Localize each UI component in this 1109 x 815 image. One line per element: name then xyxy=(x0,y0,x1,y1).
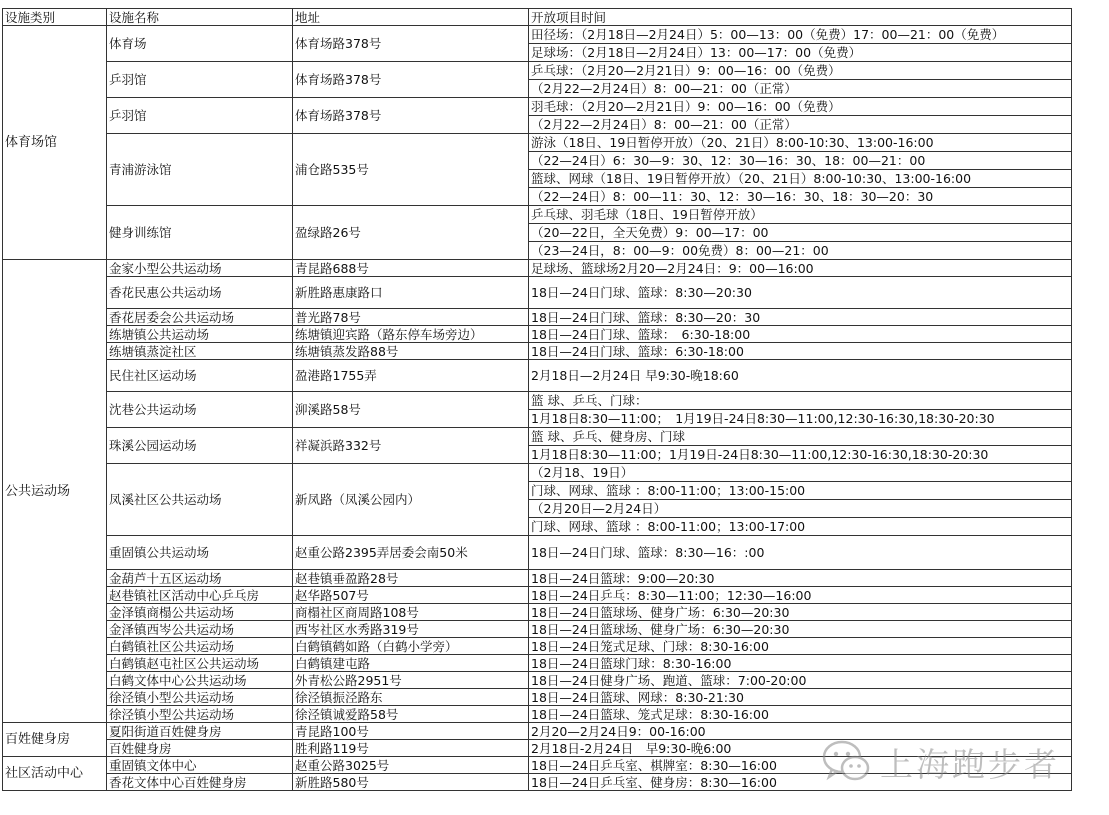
address-cell: 练塘镇蒸发路88号 xyxy=(293,343,529,360)
category-cell: 百姓健身房 xyxy=(3,723,107,757)
open-time-cell: 乒乓球、羽毛球（18日、19日暂停开放） xyxy=(529,206,1072,224)
wechat-icon xyxy=(822,739,872,785)
open-time-cell: （20—22日，全天免费）9：00—17：00 xyxy=(529,224,1072,242)
facility-name-cell: 沈巷公共运动场 xyxy=(107,392,293,428)
facility-name-cell: 百姓健身房 xyxy=(107,740,293,757)
facility-name-cell: 青浦游泳馆 xyxy=(107,134,293,206)
address-cell: 祥凝浜路332号 xyxy=(293,428,529,464)
category-cell: 社区活动中心 xyxy=(3,757,107,791)
open-time-cell: （2月20日—2月24日） xyxy=(529,500,1072,518)
open-time-cell: 18日—24日笼式足球、门球：8:30-16:00 xyxy=(529,638,1072,655)
table-row xyxy=(3,26,1072,44)
open-time-cell: （22—24日）6：30—9：30、12：30—16：30、18：00—21：00 xyxy=(529,152,1072,170)
open-time-cell: 18日—24日乒乓室、健身房：8:30—16:00 xyxy=(529,774,1072,791)
open-time-cell: 2月18日—2月24日 早9:30-晚18:60 xyxy=(529,360,1072,392)
table-row xyxy=(3,392,1072,410)
open-time-cell: 18日—24日篮球门球：8:30-16:00 xyxy=(529,655,1072,672)
facility-name-cell: 徐泾镇小型公共运动场 xyxy=(107,689,293,706)
header-times: 开放项目时间 xyxy=(529,9,1072,26)
open-time-cell: 18日—24日乒乓室、棋牌室：8:30—16:00 xyxy=(529,757,1072,774)
open-time-cell: 2月18日-2月24日 早9:30-晚6:00 xyxy=(529,740,1072,757)
facility-name-cell: 练塘镇蒸淀社区 xyxy=(107,343,293,360)
address-cell: 体育场路378号 xyxy=(293,62,529,98)
facility-name-cell: 凤溪社区公共运动场 xyxy=(107,464,293,536)
address-cell: 普光路78号 xyxy=(293,309,529,326)
open-time-cell: 羽毛球：（2月20—2月21日）9：00—16：00（免费） xyxy=(529,98,1072,116)
address-cell: 青昆路688号 xyxy=(293,260,529,277)
header-name: 设施名称 xyxy=(107,9,293,26)
address-cell: 盈绿路26号 xyxy=(293,206,529,260)
address-cell: 西岑社区水秀路319号 xyxy=(293,621,529,638)
table-row xyxy=(3,260,1072,277)
open-time-cell: 18日—24日门球、篮球： 6:30-18:00 xyxy=(529,326,1072,343)
table-row xyxy=(3,309,1072,326)
facility-name-cell: 夏阳街道百姓健身房 xyxy=(107,723,293,740)
watermark xyxy=(822,732,1092,792)
open-time-cell: 18日—24日门球、篮球：8:30—20:30 xyxy=(529,277,1072,309)
address-cell: 外青松公路2951号 xyxy=(293,672,529,689)
open-time-cell: 18日—24日篮球场、健身广场：6:30—20:30 xyxy=(529,621,1072,638)
facility-name-cell: 金泽镇西岑公共运动场 xyxy=(107,621,293,638)
facility-name-cell: 体育场 xyxy=(107,26,293,62)
address-cell: 胜利路119号 xyxy=(293,740,529,757)
open-time-cell: 篮球、网球（18日、19日暂停开放）（20、21日）8:00-10:30、13:00-16:00 xyxy=(529,170,1072,188)
facility-name-cell: 香花文体中心百姓健身房 xyxy=(107,774,293,791)
address-cell: 商榻社区商周路108号 xyxy=(293,604,529,621)
open-time-cell: 1月18日8:30—11:00； 1月19日-24日8:30—11:00,12:30-16:30,18:30-20:30 xyxy=(529,410,1072,428)
open-time-cell: 田径场：（2月18日—2月24日）5：00—13：00（免费）17：00—21：00（免费） xyxy=(529,26,1072,44)
facility-name-cell: 健身训练馆 xyxy=(107,206,293,260)
address-cell: 新凤路（凤溪公园内） xyxy=(293,464,529,536)
facility-name-cell: 乒羽馆 xyxy=(107,98,293,134)
open-time-cell: 18日—24日乒乓：8:30—11:00；12:30—16:00 xyxy=(529,587,1072,604)
table-row xyxy=(3,277,1072,309)
address-cell: 泖溪路58号 xyxy=(293,392,529,428)
facility-name-cell: 乒羽馆 xyxy=(107,62,293,98)
open-time-cell: 篮 球、乒乓、健身房、门球 xyxy=(529,428,1072,446)
address-cell: 体育场路378号 xyxy=(293,26,529,62)
address-cell: 徐泾镇振泾路东 xyxy=(293,689,529,706)
address-cell: 青昆路100号 xyxy=(293,723,529,740)
address-cell: 体育场路378号 xyxy=(293,98,529,134)
table-row xyxy=(3,536,1072,570)
address-cell: 浦仓路535号 xyxy=(293,134,529,206)
address-cell: 白鹤镇鹤如路（白鹤小学旁） xyxy=(293,638,529,655)
category-cell: 体育场馆 xyxy=(3,26,107,260)
table-row xyxy=(3,428,1072,446)
facility-name-cell: 珠溪公园运动场 xyxy=(107,428,293,464)
open-time-cell: 足球场：（2月18日—2月24日）13：00—17：00（免费） xyxy=(529,44,1072,62)
table-row xyxy=(3,464,1072,482)
open-time-cell: 足球场、篮球场2月20—2月24日：9：00—16:00 xyxy=(529,260,1072,277)
table-row xyxy=(3,689,1072,706)
table-row xyxy=(3,706,1072,723)
open-time-cell: 18日—24日门球、篮球：6:30-18:00 xyxy=(529,343,1072,360)
address-cell: 赵华路507号 xyxy=(293,587,529,604)
table-row xyxy=(3,62,1072,80)
open-time-cell: 门球、网球、篮球 ：8:00-11:00；13:00-15:00 xyxy=(529,482,1072,500)
facility-name-cell: 民住社区运动场 xyxy=(107,360,293,392)
address-cell: 新胜路惠康路口 xyxy=(293,277,529,309)
table-row xyxy=(3,621,1072,638)
open-time-cell: 18日—24日门球、篮球：8:30—16：:00 xyxy=(529,536,1072,570)
table-row xyxy=(3,134,1072,152)
facility-name-cell: 金家小型公共运动场 xyxy=(107,260,293,277)
table-row xyxy=(3,638,1072,655)
category-cell: 公共运动场 xyxy=(3,260,107,723)
table-row xyxy=(3,343,1072,360)
address-cell: 盈港路1755弄 xyxy=(293,360,529,392)
facility-table xyxy=(2,8,1072,791)
open-time-cell: 18日—24日篮球场、健身广场：6:30—20:30 xyxy=(529,604,1072,621)
facility-name-cell: 重固镇文体中心 xyxy=(107,757,293,774)
address-cell: 徐泾镇诚爱路58号 xyxy=(293,706,529,723)
open-time-cell: （23—24日，8：00—9：00免费）8：00—21：00 xyxy=(529,242,1072,260)
facility-name-cell: 练塘镇公共运动场 xyxy=(107,326,293,343)
address-cell: 新胜路580号 xyxy=(293,774,529,791)
facility-name-cell: 香花民惠公共运动场 xyxy=(107,277,293,309)
watermark-text: 上海跑步者 xyxy=(880,744,1060,784)
table-row xyxy=(3,587,1072,604)
open-time-cell: （2月22—2月24日）8：00—21：00（正常） xyxy=(529,80,1072,98)
header-row xyxy=(3,9,1072,26)
table-row xyxy=(3,570,1072,587)
facility-name-cell: 徐泾镇小型公共运动场 xyxy=(107,706,293,723)
table-row xyxy=(3,326,1072,343)
address-cell: 赵重公路3025号 xyxy=(293,757,529,774)
open-time-cell: 游泳（18日、19日暂停开放）（20、21日）8:00-10:30、13:00-16:00 xyxy=(529,134,1072,152)
address-cell: 赵巷镇垂盈路28号 xyxy=(293,570,529,587)
address-cell: 练塘镇迎宾路（路东停车场旁边） xyxy=(293,326,529,343)
facility-name-cell: 重固镇公共运动场 xyxy=(107,536,293,570)
open-time-cell: 门球、网球、篮球 ：8:00-11:00；13:00-17:00 xyxy=(529,518,1072,536)
table-row xyxy=(3,206,1072,224)
table-row xyxy=(3,672,1072,689)
open-time-cell: 乒乓球：（2月20—2月21日）9：00—16：00（免费） xyxy=(529,62,1072,80)
open-time-cell: （2月18、19日） xyxy=(529,464,1072,482)
header-category: 设施类别 xyxy=(3,9,107,26)
open-time-cell: 18日—24日健身广场、跑道、篮球：7:00-20:00 xyxy=(529,672,1072,689)
facility-name-cell: 白鹤文体中心公共运动场 xyxy=(107,672,293,689)
table-row xyxy=(3,655,1072,672)
open-time-cell: 18日—24日篮球、网球：8:30-21:30 xyxy=(529,689,1072,706)
open-time-cell: 2月20—2月24日9：00-16:00 xyxy=(529,723,1072,740)
facility-name-cell: 赵巷镇社区活动中心乒乓房 xyxy=(107,587,293,604)
open-time-cell: 18日—24日门球、篮球：8:30—20：30 xyxy=(529,309,1072,326)
open-time-cell: 18日—24日篮球、笼式足球：8:30-16:00 xyxy=(529,706,1072,723)
table-row xyxy=(3,98,1072,116)
facility-name-cell: 香花居委会公共运动场 xyxy=(107,309,293,326)
facility-name-cell: 金葫芦十五区运动场 xyxy=(107,570,293,587)
facility-name-cell: 金泽镇商榻公共运动场 xyxy=(107,604,293,621)
facility-name-cell: 白鹤镇社区公共运动场 xyxy=(107,638,293,655)
facility-name-cell: 白鹤镇赵屯社区公共运动场 xyxy=(107,655,293,672)
address-cell: 白鹤镇建屯路 xyxy=(293,655,529,672)
open-time-cell: （22—24日）8：00—11：30、12：30—16：30、18：30—20：30 xyxy=(529,188,1072,206)
address-cell: 赵重公路2395弄居委会南50米 xyxy=(293,536,529,570)
open-time-cell: 18日—24日篮球：9:00—20:30 xyxy=(529,570,1072,587)
open-time-cell: （2月22—2月24日）8：00—21：00（正常） xyxy=(529,116,1072,134)
open-time-cell: 篮 球、乒乓、门球： xyxy=(529,392,1072,410)
table-row xyxy=(3,360,1072,392)
header-address: 地址 xyxy=(293,9,529,26)
table-row xyxy=(3,604,1072,621)
open-time-cell: 1月18日8:30—11:00；1月19日-24日8:30—11:00,12:30-16:30,18:30-20:30 xyxy=(529,446,1072,464)
